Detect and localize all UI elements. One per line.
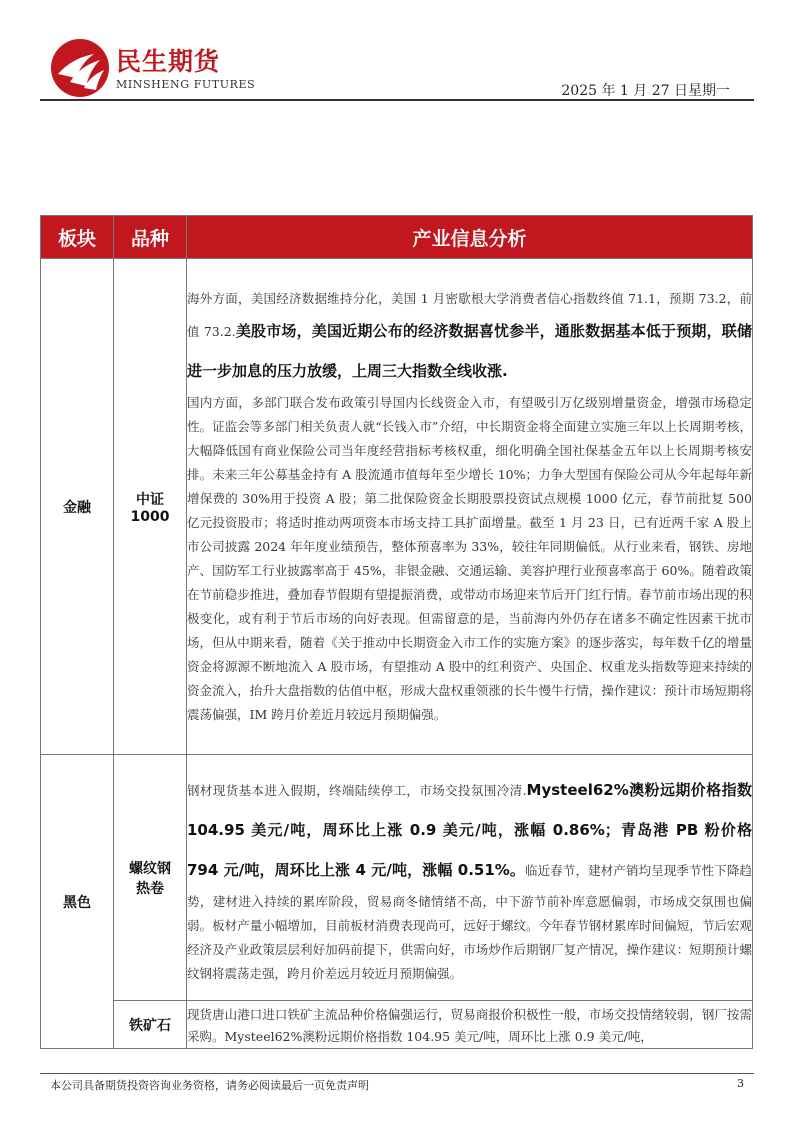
- minsheng-logo-icon: [50, 38, 110, 98]
- variety-csi1000-line2: 1000: [130, 508, 170, 525]
- variety-csi1000-line1: 中证: [136, 491, 164, 508]
- analysis-rebar: [187, 755, 753, 1001]
- finance-overseas-text: 海外方面，美国经济数据维持分化，美国 1 月密歇根大学消费者信心指数终值 71.1，预期 73.2，前值 73.2.: [187, 290, 752, 339]
- variety-iron-ore: 铁矿石: [114, 1001, 187, 1049]
- sector-black: 黑色: [41, 755, 114, 1049]
- report-date: 2025 年 1 月 27 日星期一: [561, 83, 730, 99]
- finance-overseas-paragraph: [187, 287, 752, 391]
- sector-finance: 金融: [41, 259, 114, 755]
- industry-info-table: [40, 215, 753, 1049]
- header-divider: [40, 99, 754, 101]
- rebar-price-highlight: Mysteel62%澳粉远期价格指数 104.95 美元/吨，周环比上涨 0.9 美元/吨，涨幅 0.86%；青岛港 PB 粉价格 794 元/吨，周环比上涨 4 元/吨，涨幅 0.51%。: [187, 780, 752, 879]
- variety-rebar-hotcoil: [114, 755, 187, 1001]
- variety-rebar-line2: 热卷: [136, 880, 164, 897]
- rebar-outlook-text: 临近春节，建材产销均呈现季节性下降趋势，建材进入持续的累库阶段，贸易商冬储情绪不高，中下游节前补库意愿偏弱，市场成交氛围也偏弱。板材产量小幅增加，目前板材消费表现尚可，远好于螺纹。今年春节钢材累库时间偏短，节后宏观经济及产业政策层层利好加码前提下，供需向好，市场炒作后期钢厂复产情况，操作建议：短期预计螺纹钢将震荡走强，跨月价差远月较近月预期偏强。: [187, 862, 752, 981]
- footer-disclaimer: 本公司具备期货投资咨询业务资格，请务必阅读最后一页免责声明: [50, 1079, 369, 1092]
- table-header-row: [41, 216, 753, 259]
- header-analysis: 产业信息分析: [187, 216, 753, 259]
- brand-name-en: MINSHENG FUTURES: [116, 78, 256, 91]
- footer-divider: [40, 1073, 754, 1074]
- finance-us-market-highlight: 美股市场，美国近期公布的经济数据喜忧参半，通胀数据基本低于预期，联储进一步加息的压力放缓，上周三大指数全线收涨.: [187, 321, 752, 380]
- variety-csi1000: [114, 259, 187, 755]
- analysis-iron-ore: 现货唐山港口进口铁矿主流品种价格偏强运行，贸易商报价积极性一般，市场交投情绪较弱，钢厂按需采购。Mysteel62%澳粉远期价格指数 104.95 美元/吨，周环比上涨 0.9 美元/吨，: [187, 1001, 753, 1049]
- table-row-rebar: [41, 755, 753, 1001]
- brand-name-cn: 民生期货: [116, 47, 221, 76]
- page-number: 3: [737, 1077, 744, 1090]
- rebar-intro-text: 钢材现货基本进入假期，终端陆续停工，市场交投氛围冷清.: [187, 782, 527, 798]
- table-row-iron-ore: [41, 1001, 753, 1049]
- variety-rebar-line1: 螺纹钢: [129, 860, 171, 877]
- table-row-finance: [41, 259, 753, 755]
- finance-domestic-paragraph: 国内方面，多部门联合发布政策引导国内长线资金入市，有望吸引万亿级别增量资金，增强市场稳定性。证监会等多部门相关负责人就“长钱入市”介绍，中长期资金将全面建立实施三年以上长周期考核，大幅降低国有商业保险公司当年度经营指标考核权重，细化明确全国社保基金五年以上长周期考核安排。未来三年公募基金持有 A 股流通市值每年至少增长 10%；力争大型国有保险公司从今年起每年新增保费的 30%用于投资 A 股；第二批保险资金长期股票投资试点规模 1000 亿元，春节前批复 500 亿元投资股市；将适时推动两项资本市场支持工具扩面增量。截至 1 月 23 日，已有近两千家 A 股上市公司披露 2024 年年度业绩预告，整体预喜率为 33%，较往年同期偏低。从行业来看，钢铁、房地产、国防军工行业披露率高于 45%，非银金融、交通运输、美容护理行业预喜率高于 60%。随着政策在节前稳步推进，叠加春节假期有望提振消费，或带动市场迎来节后开门红行情。春节前市场出现的积极变化，或有利于节后市场的向好表现。但需留意的是，当前海内外仍存在诸多不确定性因素干扰市场，但从中期来看，随着《关于推动中长期资金入市工作的实施方案》的逐步落实，每年数千亿的增量资金将源源不断地流入 A 股市场，有望推动 A 股中的红利资产、央国企、权重龙头指数等迎来持续的资金流入，抬升大盘指数的估值中枢，形成大盘权重领涨的长牛慢牛行情，操作建议：预计市场短期将震荡偏强，IM 跨月价差近月较远月预期偏强。: [187, 394, 752, 722]
- header-variety: 品种: [114, 216, 187, 259]
- header-sector: 板块: [41, 216, 114, 259]
- analysis-finance: [187, 259, 753, 755]
- rebar-paragraph: [187, 770, 752, 986]
